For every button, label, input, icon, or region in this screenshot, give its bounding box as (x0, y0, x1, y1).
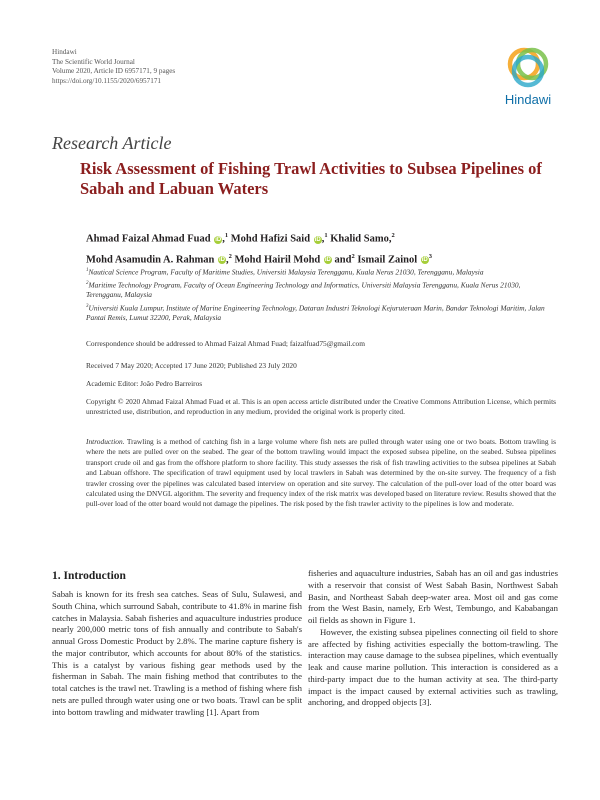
abstract-text: Trawling is a method of catching fish in a large volume where fish nets are pulled through water using one or two boats. Bottom trawling is where the nets are pulled over on the seabed. The gear of the bottom trawling would impact the exposed subsea pipeline, on the seabed. Subsea pipelines transport crude oil and gas from the offshore platform to shore facility. This study assesses the risk of fish trawling activities to the subsea pipelines at Sabah and Labuan offshore. The specification of trawl equipment used by local trawlers in Sabah was determined by the on-site survey. The frequency of a fish trawler crossing over the pipelines was calculated based interview on operation and site survey. The calculation of the pull-over load of the otter board was calculated using the DNVGL algorithm. The severity and frequency index of the risk matrix was developed based on literature review. Results showed that the pull-over load of the otter board would not damage the pipelines. The risk posed by the fish trawler activity to the pipelines is low and moderate. (86, 437, 556, 509)
author-list: Ahmad Faizal Ahmad Fuad iD,$^1$ Mohd Hafizi Said iD,$^1$ Khalid Samo,$^2$ Mohd Asamudin A. Rahman iD,$^2$ Mohd Hairil Mohd iD and$^2$ Ismail Zainol $iD^3$ (86, 232, 433, 265)
paragraph: However, the existing subsea pipelines connecting oil field to shore are affected by fishing activities especially the bottom-trawling. The interaction may cause damage to the subsea pipelines, which eventually leak and cause marine pollution. This interaction is considered as a third-party impact due to the human activity at sea. The third-party impact is the impact caused by external activities such as trawling, anchoring, and dropped objects [3]. (308, 626, 558, 708)
copyright-notice: Copyright © 2020 Ahmad Faizal Ahmad Fuad et al. This is an open access article distributed under the Creative Commons Attribution License, which permits unrestricted use, distribution, and reproduction in any medium, provided the original work is properly cited. (86, 397, 556, 417)
affiliation-item: $^3$Universiti Kuala Lumpur, Institute of Marine Engineering Technology, Dataran Industri Teknologi Kejuruteraan Marin, Bandar Teknologi Maritim, Jalan Pantai Remis, Lumut 32200, Perak, Malaysia (86, 303, 545, 323)
section-heading: 1. Introduction (52, 570, 126, 582)
orcid-icon[interactable]: iD (421, 257, 428, 263)
volume-line: Volume 2020, Article ID 6957171, 9 pages (52, 67, 176, 76)
orcid-icon[interactable]: iD (324, 257, 331, 263)
publication-dates: Received 7 May 2020; Accepted 17 June 2020; Published 23 July 2020 (86, 361, 297, 370)
affiliation-ref: 2 (351, 252, 355, 260)
body-column-right (308, 568, 558, 709)
correspondence: Correspondence should be addressed to Ahmad Faizal Ahmad Fuad; faizalfuad75@gmail.com (86, 339, 365, 348)
affiliation-ref: 2 (391, 232, 395, 239)
paragraph: Sabah is known for its fresh sea catches. Seas of Sulu, Sulawesi, and South China, which surround Sabah, contribute to 41.8% in marine fish catches in Malaysia. Sabah fisheries and aquaculture industries produce nearly 200,000 metric tons of fish annually and contribute to Sabah's annual Gross Domestic Product by 2.8%. The marine capture fishery is the major contributor, which accounts for about 80% of the statistics. This is a catalyst by various fishing gear methods used by the fisherman in Sabah. The main fishing method that contributes to the total catches is the trawl net. Trawling is a method of fishing where fish nets are pulled through water using one or two boats. Trawl can be split into bottom trawling and midwater trawling [1]. Apart from (52, 589, 302, 717)
orcid-icon[interactable]: iD (219, 257, 225, 263)
author-name[interactable]: Mohd Hafizi Said (230, 233, 311, 245)
affiliation-item: $^1$Nautical Science Program, Faculty of Maritime Studies, Universiti Malaysia Terengganu, Kuala Nerus 21030, Terengganu, Malaysia (86, 267, 484, 277)
affiliation-ref: 1 (224, 232, 229, 239)
author-name[interactable]: Mohd Hairil Mohd (234, 254, 321, 265)
abstract-label: Introduction. (86, 437, 125, 446)
academic-editor: Academic Editor: João Pedro Barreiros (86, 379, 203, 388)
author-name[interactable]: Ismail Zainol (357, 254, 418, 265)
author-name[interactable]: Ahmad Faizal Ahmad Fuad (86, 233, 211, 245)
abstract (86, 437, 556, 510)
affiliations (86, 266, 556, 324)
orcid-icon[interactable]: iD (314, 236, 321, 243)
journal-header (52, 48, 175, 86)
paragraph: fisheries and aquaculture industries, Sabah has an oil and gas industries with a reservoir that consist of West Sabah Basin, Northwest Sabah Basin, and Northeast Sabah deep-water area. Most oil and gas come from the West Basin, namely, Erb West, Tembungo, and Kababangan oil fields as shown in Figure 1. (308, 568, 558, 625)
affiliation-ref: 1 (324, 232, 328, 239)
author-name[interactable]: Khalid Samo, (330, 233, 392, 245)
doi-link[interactable]: https://doi.org/10.1155/2020/6957171 (52, 76, 162, 85)
journal-name: The Scientific World Journal (52, 57, 135, 66)
affiliation-ref: 2 (228, 252, 232, 260)
affiliation-item: $^2$Maritime Technology Program, Faculty of Ocean Engineering Technology and Informatics, Universiti Malaysia Terengganu, Kuala Nerus 21030, Terengganu, Malaysia (86, 280, 521, 300)
orcid-icon[interactable]: iD (215, 236, 222, 243)
body-column-left (52, 589, 302, 718)
article-type: Research Article (52, 133, 172, 153)
author-name[interactable]: Mohd Asamudin A. Rahman (86, 254, 215, 265)
affiliation-ref: 3 (428, 252, 433, 260)
hindawi-logo-icon (504, 46, 552, 90)
logo-text: Hindawi (504, 92, 552, 107)
publisher-name: Hindawi (52, 48, 77, 56)
hindawi-logo[interactable] (496, 46, 560, 107)
article-title: Risk Assessment of Fishing Trawl Activities to Subsea Pipelines of Sabah and Labuan Waters (80, 159, 542, 198)
